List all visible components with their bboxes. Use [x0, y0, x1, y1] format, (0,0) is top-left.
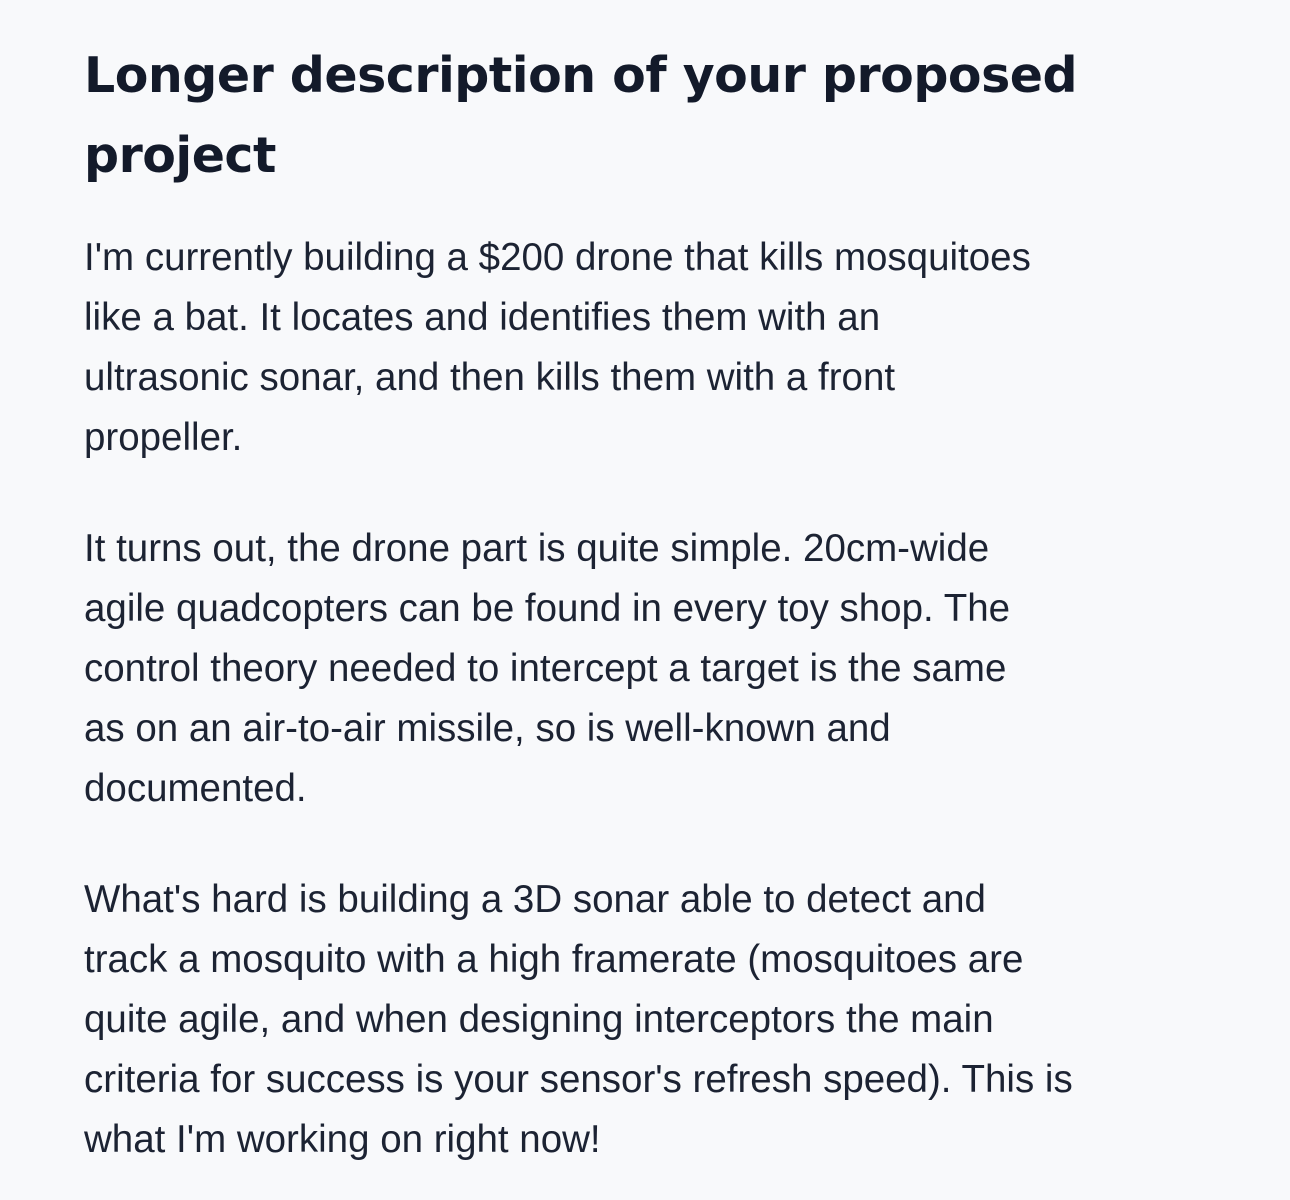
paragraph-drone-intro [84, 228, 1254, 468]
paragraph-line: criteria for success is your sensor's refresh speed). This is [84, 1058, 1073, 1101]
paragraph-line: quite agile, and when designing interceptors the main [84, 998, 994, 1041]
section-heading [84, 36, 1254, 196]
paragraph-line: ultrasonic sonar, and then kills them with a front [84, 356, 896, 399]
paragraph-sonar-challenge [84, 870, 1254, 1170]
paragraph-line: control theory needed to intercept a target is the same [84, 647, 1007, 690]
paragraph-line: propeller. [84, 416, 243, 459]
paragraph-line: as on an air-to-air missile, so is well-known and [84, 707, 891, 750]
paragraph-line: What's hard is building a 3D sonar able to detect and [84, 878, 986, 921]
paragraph-line: what I'm working on right now! [84, 1118, 601, 1161]
project-description-section [84, 36, 1254, 1170]
paragraph-line: I'm currently building a $200 drone that kills mosquitoes [84, 236, 1031, 279]
paragraph-line: agile quadcopters can be found in every toy shop. The [84, 587, 1011, 630]
paragraph-line: like a bat. It locates and identifies them with an [84, 296, 881, 339]
paragraph-drone-simplicity [84, 519, 1254, 819]
heading-line: Longer description of your proposed [84, 47, 1078, 104]
heading-line: project [84, 127, 276, 184]
paragraph-line: It turns out, the drone part is quite simple. 20cm-wide [84, 527, 990, 570]
paragraph-line: documented. [84, 767, 307, 810]
paragraph-line: track a mosquito with a high framerate (mosquitoes are [84, 938, 1024, 981]
